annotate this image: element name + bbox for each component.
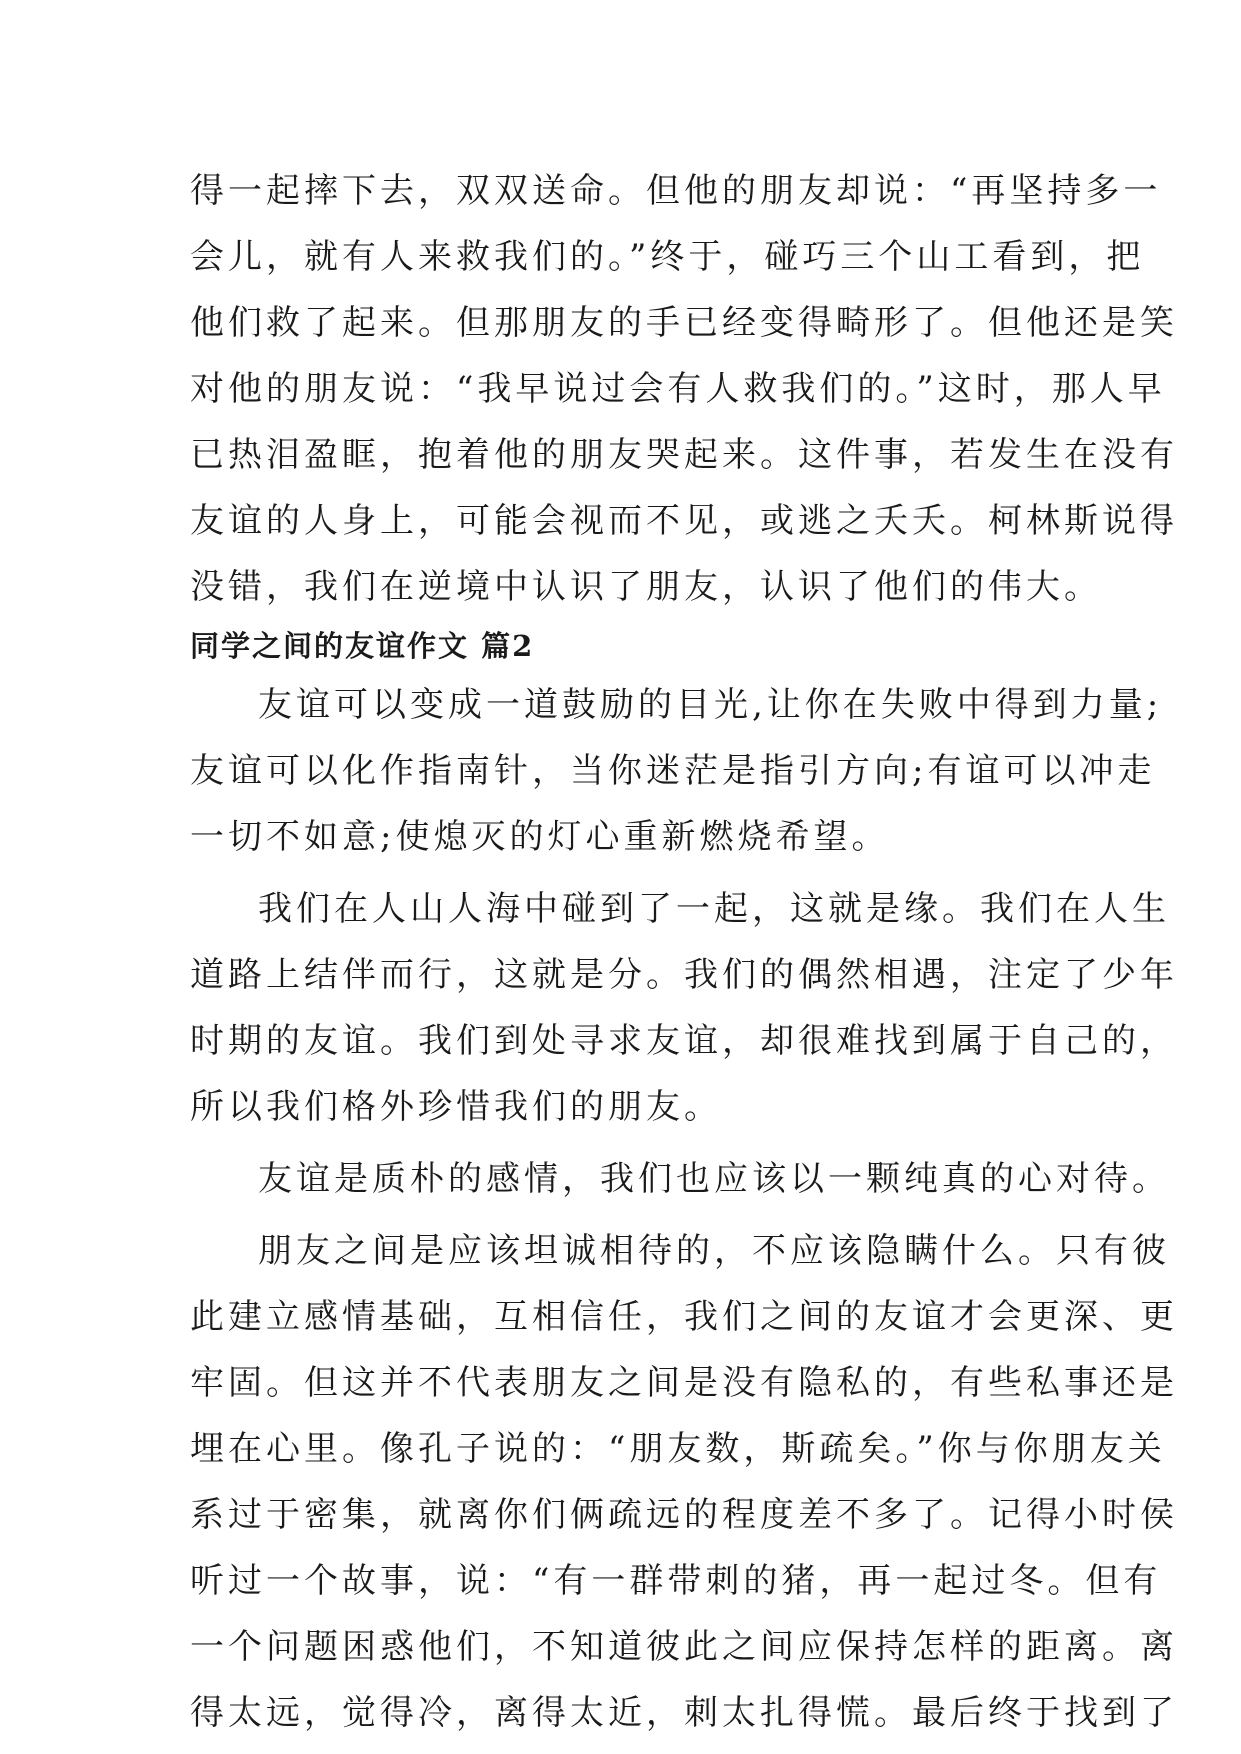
section-heading: 同学之间的友谊作文 篇2 (190, 629, 535, 663)
text-line: 对他的朋友说：“我早说过会有人救我们的。”这时，那人早 (190, 369, 1166, 409)
text-line: 友谊是质朴的感情，我们也应该以一颗纯真的心对待。 (258, 1159, 1170, 1199)
text-line: 我们在人山人海中碰到了一起，这就是缘。我们在人生 (258, 889, 1170, 929)
text-line: 友谊的人身上，可能会视而不见，或逃之夭夭。柯林斯说得 (190, 501, 1178, 541)
text-line: 牢固。但这并不代表朋友之间是没有隐私的，有些私事还是 (190, 1363, 1178, 1403)
paragraph-4 (190, 1218, 1178, 1746)
paragraph-3 (190, 1146, 1170, 1212)
text-line: 一个问题困惑他们，不知道彼此之间应保持怎样的距离。离 (190, 1627, 1178, 1667)
text-line: 朋友之间是应该坦诚相待的，不应该隐瞒什么。只有彼 (258, 1231, 1170, 1271)
document-body (190, 158, 1178, 1746)
text-line: 没错，我们在逆境中认识了朋友，认识了他们的伟大。 (190, 567, 1102, 607)
text-line: 一切不如意;使熄灭的灯心重新燃烧希望。 (190, 817, 890, 857)
text-line: 听过一个故事，说：“有一群带刺的猪，再一起过冬。但有 (190, 1561, 1162, 1601)
text-line: 友谊可以变成一道鼓励的目光,让你在失败中得到力量; (258, 685, 1163, 725)
text-line: 所以我们格外珍惜我们的朋友。 (190, 1087, 722, 1127)
text-line: 他们救了起来。但那朋友的手已经变得畸形了。但他还是笑 (190, 303, 1178, 343)
text-line: 得太远，觉得冷，离得太近，刺太扎得慌。最后终于找到了 (190, 1693, 1178, 1733)
paragraph-1 (190, 672, 1163, 870)
text-line: 埋在心里。像孔子说的：“朋友数，斯疏矣。”你与你朋友关 (190, 1429, 1166, 1469)
text-line: 此建立感情基础，互相信任，我们之间的友谊才会更深、更 (190, 1297, 1178, 1337)
text-line: 系过于密集，就离你们俩疏远的程度差不多了。记得小时侯 (190, 1495, 1178, 1535)
text-line: 友谊可以化作指南针，当你迷茫是指引方向;有谊可以冲走 (190, 751, 1156, 791)
paragraph-2 (190, 876, 1178, 1140)
text-line: 已热泪盈眶，抱着他的朋友哭起来。这件事，若发生在没有 (190, 435, 1178, 475)
text-line: 会儿，就有人来救我们的。”终于，碰巧三个山工看到，把 (190, 237, 1145, 277)
text-line: 得一起摔下去，双双送命。但他的朋友却说：“再坚持多一 (190, 171, 1162, 211)
text-line: 时期的友谊。我们到处寻求友谊，却很难找到属于自己的， (190, 1021, 1178, 1061)
text-line: 道路上结伴而行，这就是分。我们的偶然相遇，注定了少年 (190, 955, 1178, 995)
intro-paragraph (190, 158, 1178, 620)
